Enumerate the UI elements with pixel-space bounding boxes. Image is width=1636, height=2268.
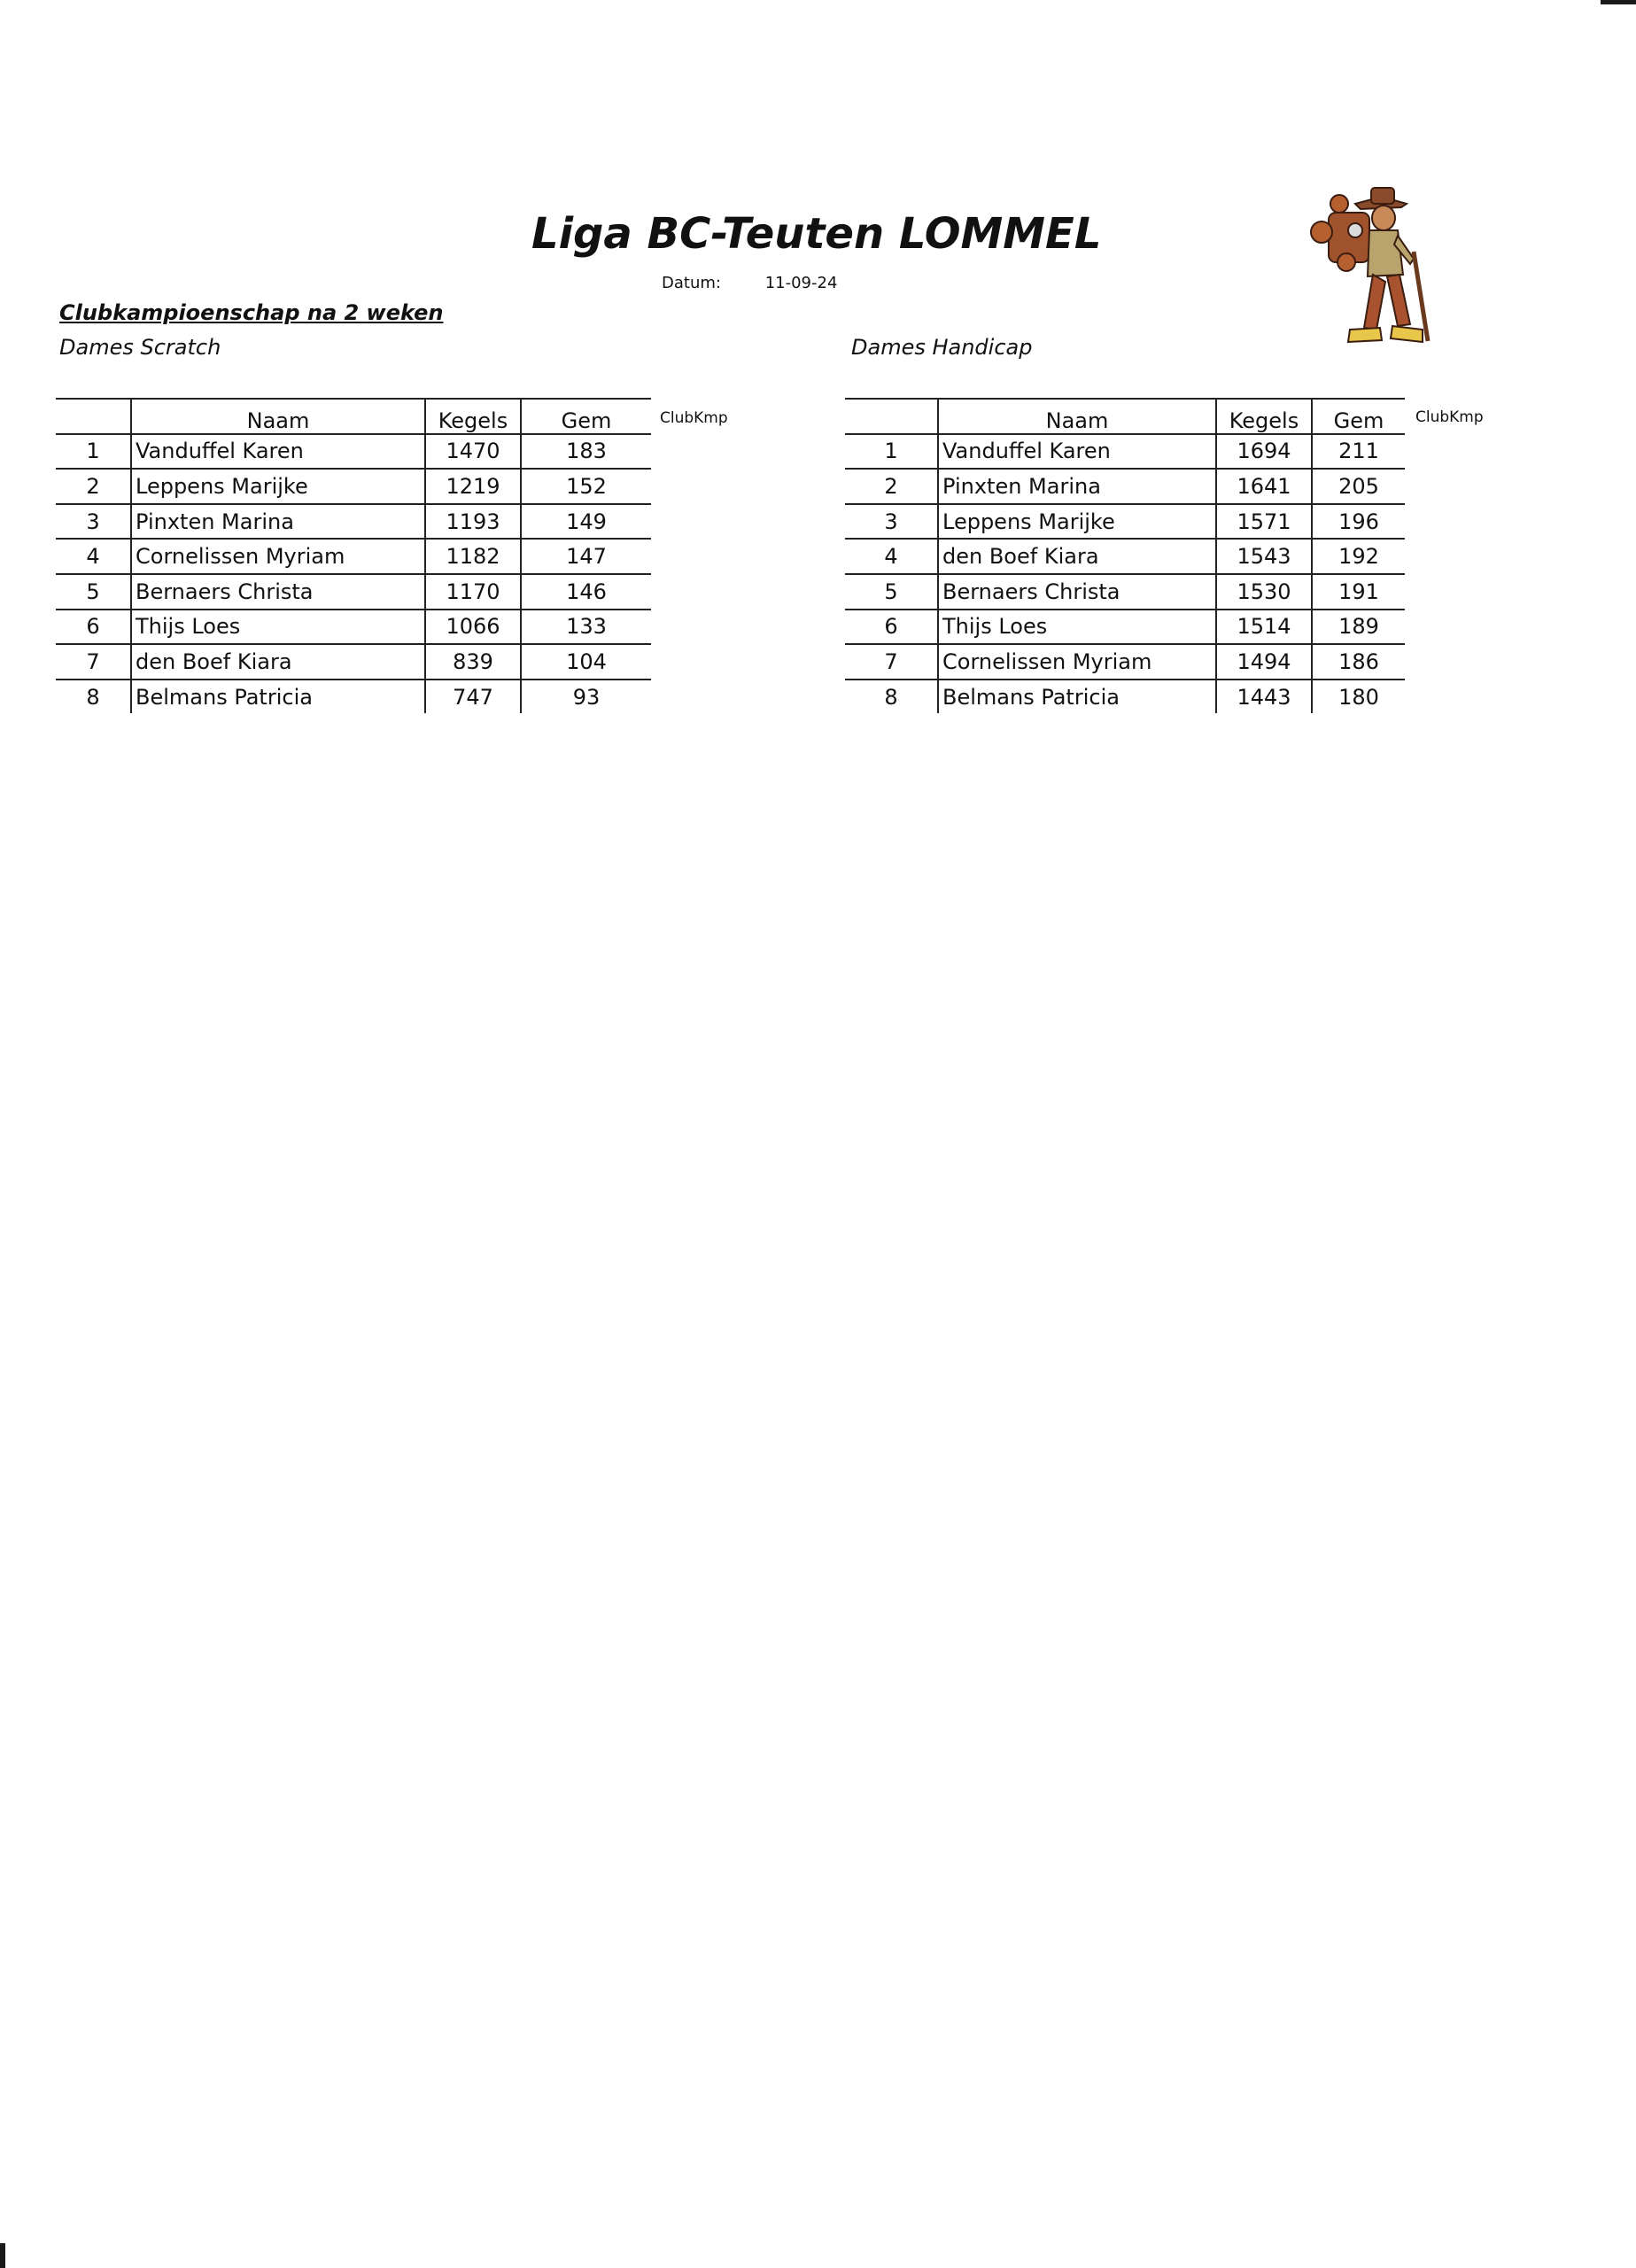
rank-cell: 4 xyxy=(845,539,938,574)
kegels-cell: 1514 xyxy=(1216,610,1312,645)
kegels-cell: 1182 xyxy=(425,539,521,574)
gem-cell: 183 xyxy=(521,434,651,470)
kegels-cell: 747 xyxy=(425,680,521,714)
handicap-standings-table xyxy=(845,398,1405,713)
table-row xyxy=(845,539,1405,574)
kegels-cell: 1694 xyxy=(1216,434,1312,470)
naam-cell: den Boef Kiara xyxy=(938,539,1216,574)
datum-row xyxy=(662,274,837,292)
kegels-cell: 1066 xyxy=(425,610,521,645)
kegels-cell: 1530 xyxy=(1216,574,1312,610)
naam-cell: Thijs Loes xyxy=(131,610,425,645)
table-row xyxy=(845,504,1405,540)
gem-cell: 133 xyxy=(521,610,651,645)
kegels-column-header: Kegels xyxy=(425,399,521,434)
naam-cell: Vanduffel Karen xyxy=(938,434,1216,470)
naam-cell: Vanduffel Karen xyxy=(131,434,425,470)
kegels-cell: 839 xyxy=(425,644,521,680)
handicap-clubkmp-header: ClubKmp xyxy=(1415,408,1484,426)
naam-cell: Pinxten Marina xyxy=(938,469,1216,504)
rank-cell: 1 xyxy=(845,434,938,470)
kegels-cell: 1219 xyxy=(425,469,521,504)
rank-cell: 6 xyxy=(56,610,131,645)
naam-cell: den Boef Kiara xyxy=(131,644,425,680)
rank-cell: 3 xyxy=(56,504,131,540)
datum-value: 11-09-24 xyxy=(764,274,838,292)
kegels-cell: 1470 xyxy=(425,434,521,470)
kegels-cell: 1170 xyxy=(425,574,521,610)
rank-cell: 7 xyxy=(56,644,131,680)
gem-cell: 205 xyxy=(1312,469,1405,504)
rank-column-header xyxy=(845,399,938,434)
datum-label: Datum: xyxy=(662,274,721,292)
gem-cell: 146 xyxy=(521,574,651,610)
naam-cell: Pinxten Marina xyxy=(131,504,425,540)
naam-cell: Cornelissen Myriam xyxy=(131,539,425,574)
gem-cell: 93 xyxy=(521,680,651,714)
naam-column-header: Naam xyxy=(131,399,425,434)
gem-column-header: Gem xyxy=(1312,399,1405,434)
rank-cell: 5 xyxy=(56,574,131,610)
scan-edge-mark-top xyxy=(1601,0,1636,4)
table-row xyxy=(845,680,1405,714)
table-header-row xyxy=(56,399,651,434)
kegels-cell: 1494 xyxy=(1216,644,1312,680)
gem-cell: 211 xyxy=(1312,434,1405,470)
table-row xyxy=(56,610,651,645)
rank-cell: 5 xyxy=(845,574,938,610)
rank-column-header xyxy=(56,399,131,434)
table-row xyxy=(845,469,1405,504)
rank-cell: 6 xyxy=(845,610,938,645)
gem-cell: 149 xyxy=(521,504,651,540)
kegels-cell: 1641 xyxy=(1216,469,1312,504)
rank-cell: 2 xyxy=(845,469,938,504)
scratch-standings-table xyxy=(56,398,651,713)
rank-cell: 8 xyxy=(884,684,898,710)
kegels-column-header: Kegels xyxy=(1216,399,1312,434)
gem-cell: 186 xyxy=(1312,644,1405,680)
gem-cell: 147 xyxy=(521,539,651,574)
naam-cell: Bernaers Christa xyxy=(938,574,1216,610)
table-row xyxy=(56,680,651,714)
naam-cell: Leppens Marijke xyxy=(938,504,1216,540)
gem-column-header: Gem xyxy=(521,399,651,434)
handicap-subtitle: Dames Handicap xyxy=(851,335,1033,360)
table-row xyxy=(845,574,1405,610)
gem-cell: 104 xyxy=(521,644,651,680)
gem-cell: 192 xyxy=(1312,539,1405,574)
rank-cell: 2 xyxy=(56,469,131,504)
table-row xyxy=(56,644,651,680)
naam-cell: Leppens Marijke xyxy=(131,469,425,504)
gem-cell: 191 xyxy=(1312,574,1405,610)
table-header-row xyxy=(845,399,1405,434)
naam-cell: Bernaers Christa xyxy=(131,574,425,610)
table-row xyxy=(56,469,651,504)
naam-cell: Belmans Patricia xyxy=(131,680,425,714)
naam-column-header: Naam xyxy=(938,399,1216,434)
table-row xyxy=(56,539,651,574)
kegels-cell: 1543 xyxy=(1216,539,1312,574)
naam-cell: Cornelissen Myriam xyxy=(938,644,1216,680)
scan-edge-mark-bottom xyxy=(0,2243,5,2268)
page-title: Liga BC-Teuten LOMMEL xyxy=(531,209,1102,259)
gem-cell: 196 xyxy=(1312,504,1405,540)
scratch-clubkmp-header: ClubKmp xyxy=(660,409,728,427)
gem-cell: 189 xyxy=(1312,610,1405,645)
kegels-cell: 1193 xyxy=(425,504,521,540)
naam-cell: Thijs Loes xyxy=(938,610,1216,645)
rank-cell: 7 xyxy=(845,644,938,680)
rank-cell: 3 xyxy=(845,504,938,540)
kegels-cell: 1443 xyxy=(1216,680,1312,714)
table-row xyxy=(845,610,1405,645)
walking-peddler-figure-icon xyxy=(1293,177,1453,363)
scratch-subtitle: Dames Scratch xyxy=(59,335,221,360)
section-heading: Clubkampioenschap na 2 weken xyxy=(59,300,444,325)
kegels-cell: 1571 xyxy=(1216,504,1312,540)
gem-cell: 152 xyxy=(521,469,651,504)
table-row xyxy=(56,434,651,470)
rank-cell: 1 xyxy=(56,434,131,470)
table-row xyxy=(845,434,1405,470)
naam-cell: Belmans Patricia xyxy=(938,680,1216,714)
table-row xyxy=(56,574,651,610)
rank-cell: 4 xyxy=(56,539,131,574)
table-row xyxy=(56,504,651,540)
table-row xyxy=(845,644,1405,680)
rank-cell: 8 xyxy=(86,684,100,710)
gem-cell: 180 xyxy=(1312,680,1405,714)
